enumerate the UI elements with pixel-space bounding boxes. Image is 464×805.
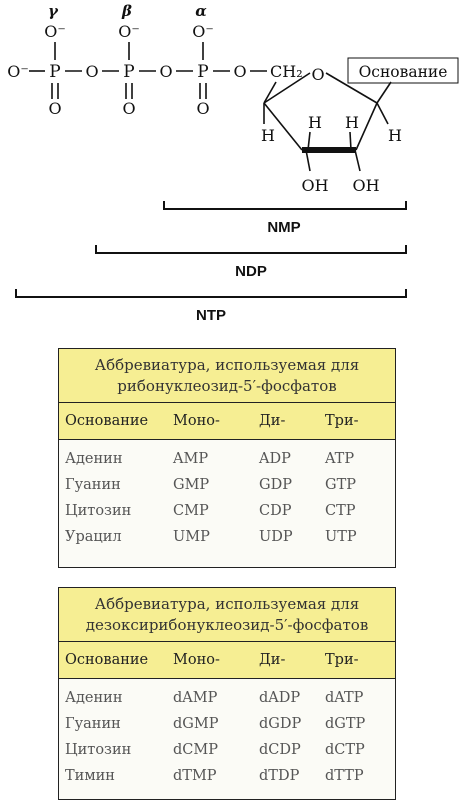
cell-tri: CTP [325, 503, 356, 519]
cell-di: dTDP [259, 768, 300, 784]
nmp-label: NMP [267, 219, 301, 236]
header-tri: Три- [325, 652, 359, 668]
gamma-label: γ [48, 2, 58, 20]
table-title-line2: дезоксирибонуклеозид-5′-фосфатов [85, 616, 369, 634]
table-row [59, 711, 395, 737]
ribonucleotide-table [58, 348, 396, 568]
cell-tri: GTP [325, 477, 357, 493]
ntp-bracket [16, 289, 406, 297]
cell-tri: dATP [325, 690, 364, 706]
table-row [59, 446, 395, 472]
cell-tri: ATP [325, 451, 355, 467]
bridge-oxygen-2: O [159, 62, 173, 81]
cell-tri: UTP [325, 529, 357, 545]
bridge-oxygen-1: O [85, 62, 99, 81]
h-c1: H [388, 126, 402, 145]
beta-o-minus: O⁻ [118, 22, 140, 41]
header-mono: Моно- [173, 413, 220, 429]
oh-c2: OH [352, 176, 380, 195]
gamma-o-minus: O⁻ [44, 22, 66, 41]
table-title-line1: Аббревиатура, используемая для [94, 595, 360, 613]
cell-base: Аденин [65, 451, 123, 467]
cell-mono: dTMP [173, 768, 217, 784]
cell-mono: UMP [173, 529, 210, 545]
cell-base: Цитозин [65, 503, 132, 519]
cell-base: Урацил [65, 529, 122, 545]
cell-di: UDP [259, 529, 293, 545]
ndp-bracket [96, 245, 406, 253]
cell-di: GDP [259, 477, 292, 493]
cell-di: dCDP [259, 742, 301, 758]
deoxyribonucleotide-table [58, 587, 396, 800]
terminal-o-minus: O⁻ [7, 62, 29, 81]
table-header-row [59, 642, 395, 679]
table-title-line1: Аббревиатура, используемая для [94, 356, 360, 374]
cell-mono: AMP [173, 451, 209, 467]
h-c3: H [308, 113, 322, 132]
ester-oxygen: O [233, 62, 247, 81]
cell-mono: CMP [173, 503, 209, 519]
oh-c3: OH [301, 176, 329, 195]
cell-base: Цитозин [65, 742, 132, 758]
gamma-phosphorus: P [49, 62, 61, 82]
cell-di: dADP [259, 690, 301, 706]
table-title [59, 588, 395, 642]
cell-base: Гуанин [65, 477, 121, 493]
cell-mono: dAMP [173, 690, 218, 706]
table-row [59, 685, 395, 711]
table-row [59, 763, 395, 789]
table-row [59, 498, 395, 524]
cell-tri: dGTP [325, 716, 366, 732]
alpha-o-minus: O⁻ [192, 22, 214, 41]
cell-base: Аденин [65, 690, 123, 706]
h-c2: H [345, 113, 359, 132]
table-header-row [59, 403, 395, 440]
cell-di: ADP [259, 451, 291, 467]
header-tri: Три- [325, 413, 359, 429]
ndp-label: NDP [235, 263, 267, 280]
table-row [59, 472, 395, 498]
ch2-group: CH₂ [270, 62, 303, 81]
base-label: Основание [358, 63, 448, 81]
cell-mono: GMP [173, 477, 210, 493]
alpha-label: α [195, 2, 207, 20]
cell-di: dGDP [259, 716, 302, 732]
cell-tri: dCTP [325, 742, 365, 758]
alpha-double-o: O [196, 99, 210, 118]
table-row [59, 524, 395, 550]
header-mono: Моно- [173, 652, 220, 668]
nucleotide-structure-diagram [0, 0, 464, 340]
header-di: Ди- [259, 413, 286, 429]
ntp-label: NTP [196, 307, 226, 324]
nmp-bracket [164, 201, 406, 209]
header-di: Ди- [259, 652, 286, 668]
header-base: Основание [65, 413, 149, 429]
cell-mono: dGMP [173, 716, 219, 732]
beta-phosphorus: P [123, 62, 135, 82]
alpha-phosphorus: P [197, 62, 209, 82]
beta-double-o: O [122, 99, 136, 118]
h-c4: H [261, 126, 275, 145]
header-base: Основание [65, 652, 149, 668]
beta-label: β [122, 2, 132, 20]
gamma-double-o: O [48, 99, 62, 118]
ring-oxygen: O [311, 65, 325, 84]
cell-base: Гуанин [65, 716, 121, 732]
cell-base: Тимин [65, 768, 115, 784]
cell-di: CDP [259, 503, 292, 519]
cell-tri: dTTP [325, 768, 364, 784]
table-title [59, 349, 395, 403]
table-row [59, 737, 395, 763]
cell-mono: dCMP [173, 742, 218, 758]
table-title-line2: рибонуклеозид-5′-фосфатов [117, 377, 337, 395]
